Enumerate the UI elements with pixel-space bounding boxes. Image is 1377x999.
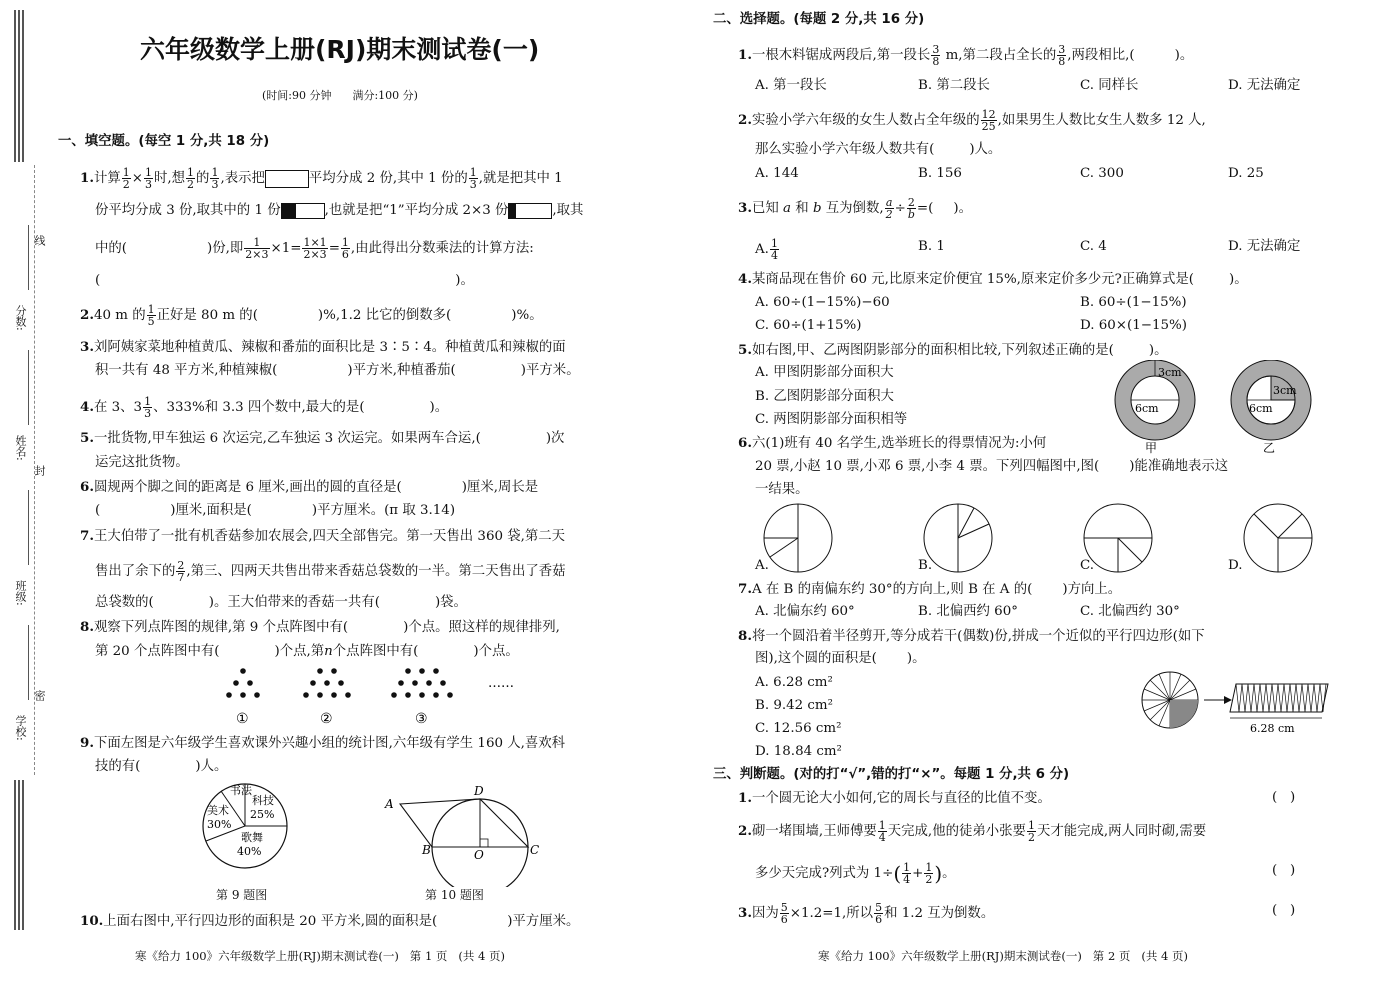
dot-ellipsis: …… [488,676,514,691]
c3: 3.已知 a 和 b 互为倒数, $\frac{a}{2}$ ÷ $\frac{2}{b}$ =( )。 [738,196,972,221]
c5-opt-b: B. 乙图阴影部分面积大 [755,389,894,404]
q9-line1: 9.下面左图是六年级学生喜欢课外兴趣小组的统计图,六年级有学生 160 人,喜欢科 [80,735,566,751]
ring2-radius: 3cm [1273,384,1297,397]
q1-line3: 中的( )份,即 $\frac{1}{2\times 3}$ ×1= $\frac{1\times 1}{2\times 3}$ = $\frac{1}{6}$ ,由此得出分数乘法的计算方法: [95,236,534,261]
q6-line2: ( )厘米,面积是( )平方厘米。(π 取 3.14) [95,503,456,518]
interest-pie-chart [195,778,295,878]
ring-figures [1113,360,1313,460]
q3-line1: 3.刘阿姨家菜地种植黄瓜、辣椒和番茄的面积比是 3∶5∶4。种植黄瓜和辣椒的面 [80,339,566,355]
c7: 7.A 在 B 的南偏东约 30°的方向上,则 B 在 A 的( )方向上。 [738,581,1122,597]
q8-line1: 8.观察下列点阵图的规律,第 9 个点阵图中有( )个点。照这样的规律排列, [80,619,560,635]
q5-line2: 运完这批货物。 [95,455,189,470]
c6-line1: 6.六(1)班有 40 名学生,选举班长的得票情况为:小何 [738,435,1047,451]
c1-opt-d: D. 无法确定 [1228,78,1301,93]
class-label: 班级: [14,580,27,606]
q10: 10.上面右图中,平行四边形的面积是 20 平方米,圆的面积是( )平方厘米。 [80,913,580,929]
seal-mark: 封 [33,465,46,476]
c6-pie-options [743,500,1343,580]
q4: 4.在 3、3 $\frac{1}{3}$ 、333%和 3.3 四个数中,最大的是( )。 [80,395,449,420]
q1-line1: 1.计算 $\frac{1}{2}$ × $\frac{1}{3}$ 时,想 $\frac{1}{2}$ 的 $\frac{1}{3}$ ,表示把 平均分成 2 份,其中 1 份的 $\frac{1}{3}$ ,就是把其中 1 [80,166,563,191]
c6-opt-d: D. [1228,558,1243,573]
c3-opt-c: C. 4 [1080,239,1107,254]
q5-line1: 5.一批货物,甲车独运 6 次运完,乙车独运 3 次运完。如果两车合运,( )次 [80,430,565,446]
left-page [0,0,688,999]
pie-option-d [1244,504,1312,572]
j1-paren[interactable]: ( ) [1272,790,1296,805]
dot-label-1: ① [236,711,249,727]
circle-to-parallelogram-figure [1140,670,1340,738]
c1-opt-b: B. 第二段长 [918,78,990,93]
c2-opt-d: D. 25 [1228,166,1264,181]
c5-opt-c: C. 两图阴影部分面积相等 [755,412,908,427]
school-label: 学校: [14,715,27,741]
dot-label-3: ③ [415,711,428,727]
secret-mark: 密 [33,690,46,701]
half-rect [281,203,325,219]
c4-opt-c: C. 60÷(1+15%) [755,318,862,333]
j2-line2: 多少天完成?列式为 1÷( $\frac{1}{4}$ + $\frac{1}{2}$ )。 [755,861,956,886]
c4-opt-b: B. 60÷(1−15%) [1080,295,1187,310]
ring2-label: 乙 [1263,441,1276,455]
c3-opt-d: D. 无法确定 [1228,239,1301,254]
c5-opt-a: A. 甲图阴影部分面积大 [755,365,894,380]
section-judge: 三、判断题。(对的打“√”,错的打“×”。每题 1 分,共 6 分) [713,767,1070,782]
c2-opt-a: A. 144 [755,166,799,181]
q9-line2: 技的有( )人。 [95,759,228,774]
dot-pattern-3 [391,668,453,698]
c1-opt-c: C. 同样长 [1080,78,1139,93]
pie-label-dance-pct: 40% [237,845,262,858]
label-B: B [422,843,431,857]
dot-label-2: ② [320,711,333,727]
score-label: 分数: [14,305,27,331]
c2-line1: 2.实验小学六年级的女生人数占全年级的 $\frac{12}{25}$ ,如果男生人数比女生人数多 12 人, [738,108,1206,133]
c4: 4.某商品现在售价 60 元,比原来定价便宜 15%,原来定价多少元?正确算式是( )。 [738,271,1248,287]
c8-opt-b: B. 9.42 cm² [755,698,833,713]
c1: 1.一根木料锯成两段后,第一段长 $\frac{3}{8}$ m,第二段占全长的 $\frac{3}{8}$ ,两段相比,( )。 [738,43,1194,68]
c2-line2: 那么实验小学六年级人数共有( )人。 [755,142,1002,157]
dot-pattern-1 [226,668,260,698]
q2: 2.40 m 的 $\frac{1}{5}$ 正好是 80 m 的( )%,1.2 比它的倒数多( )%。 [80,303,543,328]
q6-line1: 6.圆规两个脚之间的距离是 6 厘米,画出的圆的直径是( )厘米,周长是 [80,479,539,495]
pie-option-a [764,504,832,572]
j2-paren[interactable]: ( ) [1272,863,1296,878]
section-choice: 二、选择题。(每题 2 分,共 16 分) [713,12,925,27]
name-label: 姓名: [14,435,27,461]
q8-line2: 第 20 个点阵图中有( )个点,第n个点阵图中有( )个点。 [95,644,519,659]
c1-opt-a: A. 第一段长 [755,78,827,93]
c4-opt-d: D. 60×(1−15%) [1080,318,1187,333]
dot-pattern-2 [303,668,351,698]
c8-line1: 8.将一个圆沿着半径剪开,等分成若干(偶数)份,拼成一个近似的平行四边形(如下 [738,628,1205,644]
pie-option-c [1084,504,1152,572]
fig10-caption: 第 10 题图 [425,888,484,902]
label-C: C [530,843,540,857]
pie-option-b [924,504,992,572]
pie-label-tech: 科技 [252,794,274,807]
c3-opt-a: A. $\frac{1}{4}$ [755,237,778,262]
q1-line4: ( )。 [95,273,474,288]
c8-opt-a: A. 6.28 cm² [755,675,833,690]
q7-line2: 售出了余下的 $\frac{2}{7}$ ,第三、四两天共售出带来香菇总袋数的一半。第二天售出了香菇 [95,559,566,584]
pie-label-art: 美术 [207,804,229,817]
c8-opt-d: D. 18.84 cm² [755,744,842,759]
j1: 1.一个圆无论大小如何,它的周长与直径的比值不变。 [738,790,1051,806]
base-length-label: 6.28 cm [1250,722,1295,735]
c4-opt-a: A. 60÷(1−15%)−60 [755,295,890,310]
line-mark: 线 [33,235,46,246]
pie-label-tech-pct: 25% [250,808,275,821]
pie-label-dance: 歌舞 [241,831,263,844]
pie-label-calligraphy: 书法 [230,784,252,797]
c6-line2: 20 票,小赵 10 票,小邓 6 票,小李 4 票。下列四幅图中,图( )能准确地表示这 [755,459,1229,474]
j2-line1: 2.砌一堵围墙,王师傅要 $\frac{1}{4}$ 天完成,他的徒弟小张要 $\frac{1}{2}$ 天才能完成,两人同时砌,需要 [738,819,1207,844]
c6-opt-b: B. [918,558,933,573]
j3-paren[interactable]: ( ) [1272,903,1296,918]
c7-opt-c: C. 北偏西约 30° [1080,604,1180,619]
label-O: O [474,848,484,862]
pie-label-art-pct: 30% [207,818,232,831]
c6-opt-a: A. [755,558,769,573]
ring1-label: 甲 [1145,441,1158,455]
right-page [688,0,1377,999]
fig9-caption: 第 9 题图 [216,888,268,902]
q7-line3: 总袋数的( )。王大伯带来的香菇一共有( )袋。 [95,595,467,610]
q3-line2: 积一共有 48 平方米,种植辣椒( )平方米,种植番茄( )平方米。 [95,363,580,378]
c2-opt-c: C. 300 [1080,166,1124,181]
ring2-diameter: 6cm [1249,402,1273,415]
binding-margin [0,0,46,999]
q7-line1: 7.王大伯带了一批有机香菇参加农展会,四天全部售完。第一天售出 360 袋,第二天 [80,528,566,544]
label-D: D [474,784,484,798]
c3-opt-b: B. 1 [918,239,945,254]
ring1-radius: 3cm [1158,366,1182,379]
parallelogram-circle-figure [380,782,550,887]
j3: 3.因为 $\frac{5}{6}$ ×1.2=1,所以 $\frac{5}{6}$ 和 1.2 互为倒数。 [738,901,995,926]
right-footer: 寒《给力 100》六年级数学上册(RJ)期末测试卷(一) 第 2 页 (共 4 页) [818,949,1188,963]
c6-opt-c: C. [1080,558,1095,573]
label-A: A [385,797,394,811]
c5: 5.如右图,甲、乙两图阴影部分的面积相比较,下列叙述正确的是( )。 [738,342,1168,358]
c8-line2: 图),这个圆的面积是( )。 [755,651,926,666]
c2-opt-b: B. 156 [918,166,962,181]
page-subtitle: (时间:90 分钟 满分:100 分) [262,89,418,102]
left-footer: 寒《给力 100》六年级数学上册(RJ)期末测试卷(一) 第 1 页 (共 4 页) [135,949,505,963]
c7-opt-b: B. 北偏西约 60° [918,604,1018,619]
c6-line3: 一结果。 [755,482,809,497]
whole-rect [265,170,309,188]
q1-line2: 份平均分成 3 份,取其中的 1 份 ,也就是把“1”平均分成 2×3 份 ,取其 [95,203,584,218]
c8-opt-c: C. 12.56 cm² [755,721,842,736]
sixth-rect [508,203,552,219]
section-fill-in: 一、填空题。(每空 1 分,共 18 分) [58,134,270,149]
ring1-diameter: 6cm [1135,402,1159,415]
c7-opt-a: A. 北偏东约 60° [755,604,855,619]
dot-pattern-figure [210,665,530,730]
page-title: 六年级数学上册(RJ)期末测试卷(一) [140,35,540,64]
